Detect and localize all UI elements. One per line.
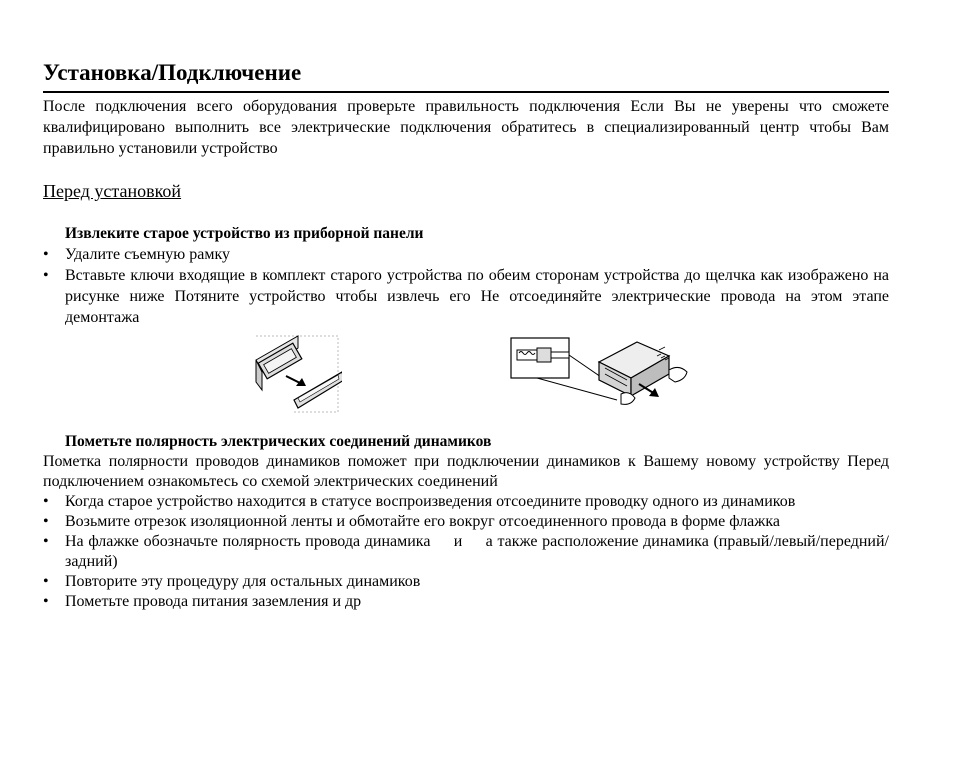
key-extraction-illustration: [509, 332, 691, 418]
list-item: [43, 592, 889, 612]
list-item-text: На флажке обозначьте полярность провода динамика и а также расположение динамика (правый/левый/передний/задний): [65, 533, 889, 570]
intro-paragraph: После подключения всего оборудования проверьте правильность подключения Если Вы не уверены что сможете квалифицировано выполнить все электрические подключения обратитесь в специализированный центр чтобы Вам правильно установили устройство: [43, 98, 889, 157]
remove-steps-list: [43, 244, 889, 328]
list-item: [43, 532, 889, 572]
list-item-text: Пометьте провода питания заземления и др: [65, 593, 362, 610]
bullet-icon: •: [43, 533, 49, 550]
list-item-text: Удалите съемную рамку: [65, 246, 230, 263]
page-title: Установка/Подключение: [43, 60, 302, 85]
polarity-steps-list: [43, 492, 889, 612]
list-item: [43, 265, 889, 328]
bullet-icon: •: [43, 246, 49, 263]
section-heading-before-install: Перед установкой: [43, 181, 182, 201]
list-item: [43, 492, 889, 512]
bullet-icon: •: [43, 573, 49, 590]
list-item: [43, 244, 889, 265]
title-divider: [43, 91, 889, 93]
list-item: [43, 572, 889, 592]
list-item-text: Возьмите отрезок изоляционной ленты и обмотайте его вокруг отсоединенного провода в форме флажка: [65, 513, 780, 530]
bullet-icon: •: [43, 267, 49, 284]
speaker-polarity-heading: Пометьте полярность электрических соединений динамиков: [65, 433, 492, 450]
bullet-icon: •: [43, 493, 49, 510]
manual-page: [43, 58, 889, 612]
frame-removal-illustration: [250, 332, 342, 418]
list-item: [43, 512, 889, 532]
bullet-icon: •: [43, 513, 49, 530]
bullet-icon: •: [43, 593, 49, 610]
list-item-text: Вставьте ключи входящие в комплект старого устройства по обеим сторонам устройства до щелчка как изображено на рисунке ниже Потяните устройство чтобы извлечь его Не отсоединяйте электрические провода на этом этапе демонтажа: [65, 267, 889, 326]
remove-old-unit-heading: Извлеките старое устройство из приборной панели: [65, 225, 424, 242]
polarity-paragraph: Пометка полярности проводов динамиков поможет при подключении динамиков к Вашему новому устройству Перед подключением ознакомьтесь со схемой электрических соединений: [43, 453, 889, 490]
list-item-text: Повторите эту процедуру для остальных динамиков: [65, 573, 421, 590]
list-item-text: Когда старое устройство находится в статусе воспроизведения отсоедините проводку одного из динамиков: [65, 493, 796, 510]
figures-row: [43, 332, 889, 424]
